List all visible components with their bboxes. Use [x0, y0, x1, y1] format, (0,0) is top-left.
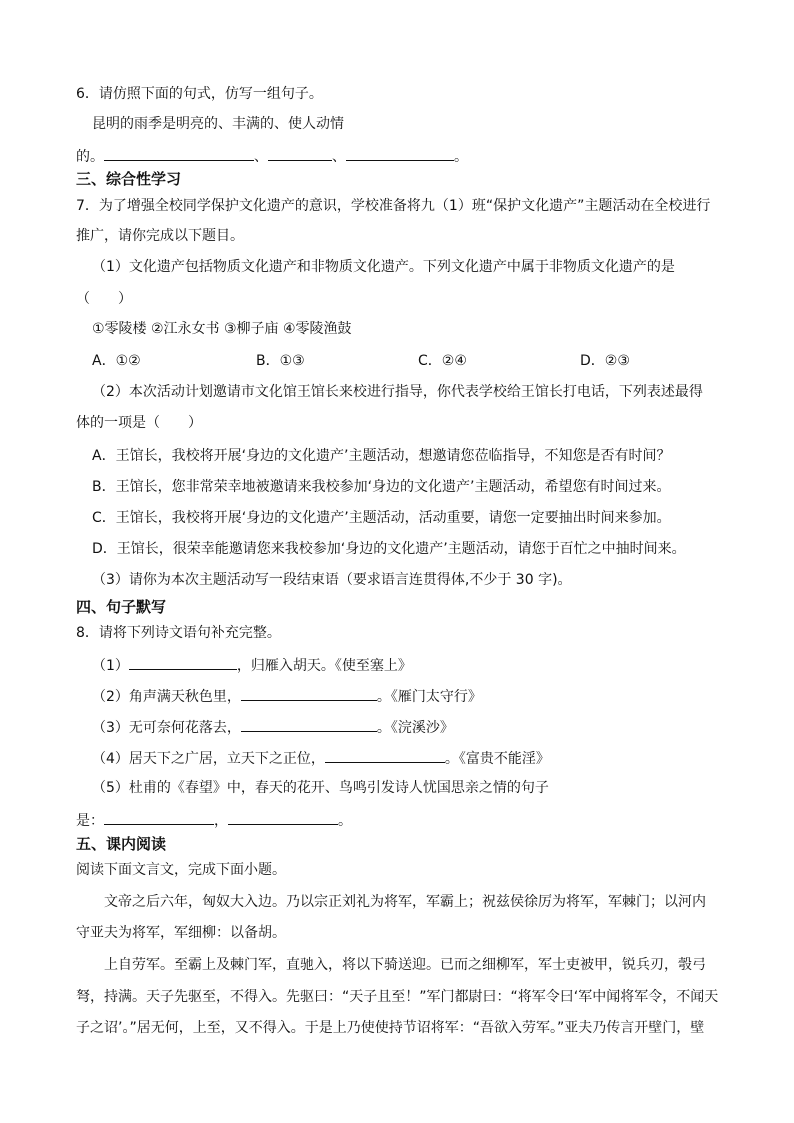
q8-item-5-answer: 是： ， 。	[76, 810, 352, 830]
q7-sub2-option-b[interactable]: B．王馆长，您非常荣幸地被邀请来我校参加‘身边的文化遗产’主题活动，希望您有时间过来。	[92, 479, 671, 495]
q8-blank-3[interactable]	[241, 717, 377, 732]
q7-sub2-option-a[interactable]: A．王馆长，我校将开展‘身边的文化遗产’主题活动，想邀请您莅临指导，不知您是否有时间？	[92, 448, 671, 464]
q7-sub2-line-2: 体的一项是（ ）	[76, 415, 202, 431]
reading-p2-line-1: 上自劳军。至霸上及棘门军，直驰入，将以下骑送迎。已而之细柳军，军士吏被甲，锐兵刃，彀弓	[104, 957, 706, 973]
q7-option-d[interactable]: D．②③	[580, 353, 630, 369]
q7-option-c[interactable]: C．②④	[418, 353, 467, 369]
q6-sep-1: 、	[254, 149, 268, 165]
q6-answer-line	[76, 146, 468, 166]
q6-end: 。	[454, 149, 468, 165]
q7-sub2-option-c[interactable]: C．王馆长，我校将开展‘身边的文化遗产’主题活动，活动重要，请您一定要抽出时间来参加。	[92, 510, 671, 526]
q6-blank-3[interactable]	[346, 146, 454, 161]
q7-sub1-line-1: （1）文化遗产包括物质文化遗产和非物质文化遗产。下列文化遗产中属于非物质文化遗产的是	[92, 259, 675, 275]
q7-items: ①零陵楼 ②江永女书 ③柳子庙 ④零陵渔鼓	[92, 321, 352, 337]
reading-p1-line-1: 文帝之后六年，匈奴大入边。乃以宗正刘礼为将军，军霸上；祝兹侯徐厉为将军，军棘门；以河内	[104, 894, 706, 910]
reading-intro: 阅读下面文言文，完成下面小题。	[76, 862, 286, 878]
q8-item-1: （1） ，归雁入胡天。《使至塞上》	[92, 655, 412, 675]
q8-item-3: （3）无可奈何花落去， 。《浣溪沙》	[92, 717, 454, 737]
q6-stem: 6．请仿照下面的句式，仿写一组句子。	[76, 86, 323, 102]
section-5-heading: 五、课内阅读	[76, 835, 167, 853]
section-4-heading: 四、句子默写	[76, 598, 167, 616]
q6-tail: 的。	[76, 149, 104, 165]
q7-stem-line-2: 推广，请你完成以下题目。	[76, 228, 244, 244]
q6-blank-1[interactable]	[104, 146, 254, 161]
reading-p2-line-3: 子之诏’。”居无何，上至，又不得入。于是上乃使使持节诏将军：“吾欲入劳军。”亚夫乃传言开壁门，壁	[76, 1020, 705, 1036]
reading-p2-line-2: 弩，持满。天子先驱至，不得入。先驱曰：“天子且至！”军门都尉曰：“将军令曰‘军中闻将军令，不闻天	[76, 989, 719, 1005]
q7-sub1-paren: （ ）	[76, 291, 132, 307]
q7-option-a[interactable]: A．①②	[92, 353, 141, 369]
q8-item-4: （4）居天下之广居，立天下之正位， 。《富贵不能淫》	[92, 748, 550, 768]
section-3-heading: 三、综合性学习	[76, 170, 182, 188]
q8-blank-2[interactable]	[241, 686, 377, 701]
q6-sep-2: 、	[332, 149, 346, 165]
q8-item-5: （5）杜甫的《春望》中，春天的花开、鸟鸣引发诗人忧国思亲之情的句子	[92, 780, 549, 796]
q8-stem: 8．请将下列诗文语句补充完整。	[76, 625, 281, 641]
q7-sub2-option-d[interactable]: D．王馆长，很荣幸能邀请您来我校参加‘身边的文化遗产’主题活动，请您于百忙之中抽时间来。	[92, 541, 686, 557]
q6-example: 昆明的雨季是明亮的、丰满的、使人动情	[92, 116, 344, 132]
q8-blank-5a[interactable]	[104, 810, 214, 825]
q8-blank-5b[interactable]	[228, 810, 338, 825]
q8-blank-4[interactable]	[325, 748, 445, 763]
q8-blank-1[interactable]	[129, 655, 237, 670]
q7-stem-line-1: 7．为了增强全校同学保护文化遗产的意识，学校准备将九（1）班“保护文化遗产”主题活动在全校进行	[76, 198, 711, 214]
reading-p1-line-2: 守亚夫为将军，军细柳：以备胡。	[76, 925, 286, 941]
q8-item-2: （2）角声满天秋色里， 。《雁门太守行》	[92, 686, 482, 706]
q7-sub2-line-1: （2）本次活动计划邀请市文化馆王馆长来校进行指导，你代表学校给王馆长打电话，下列表述最得	[92, 384, 703, 400]
q7-option-b[interactable]: B．①③	[256, 353, 305, 369]
q7-sub3: （3）请你为本次主题活动写一段结束语（要求语言连贯得体,不少于 30 字)。	[92, 572, 572, 588]
q6-blank-2[interactable]	[268, 146, 332, 161]
